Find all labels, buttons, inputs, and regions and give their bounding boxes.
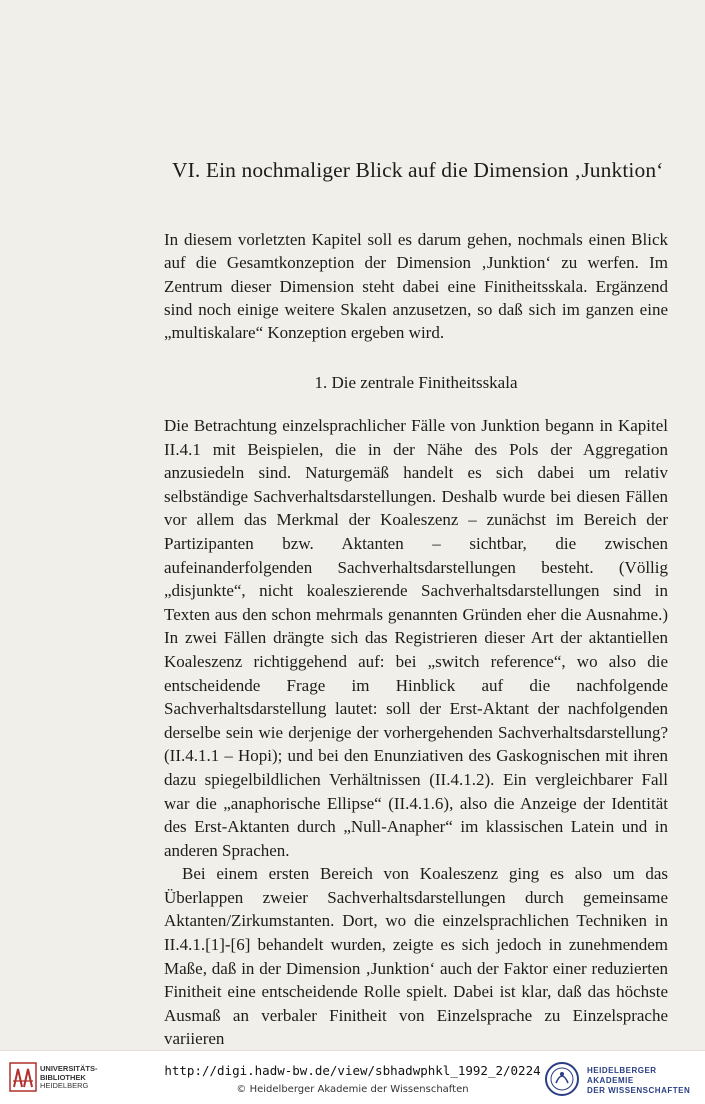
body-paragraph: Bei einem ersten Bereich von Koaleszenz ging es also um das Überlappen zweier Sachverhaltsdarstellungen durch gemeinsame Aktanten/Zirkumstanten. Dort, wo die einzelsprachlichen Techniken in II.4.1.[1]-[6] behandelt wurden, zeigte es sich jedoch in zunehmendem Maße, daß in der Dimension ‚Junktion‘ auch der Faktor einer reduzierten Finitheit eine entscheidende Rolle spielt. Dabei ist klar, daß das höchste Ausmaß an verbaler Finitheit von Einzelsprache zu Einzelsprache variieren — [164, 864, 668, 1049]
section-title: 1. Die zentrale Finitheitsskala — [314, 373, 518, 392]
library-line-2: BIBLIOTHEK — [40, 1072, 86, 1082]
copyright-notice: © Heidelberger Akademie der Wissenschaften — [236, 1084, 469, 1095]
body-text — [164, 414, 668, 1051]
intro-paragraph: In diesem vorletzten Kapitel soll es darum gehen, nochmals einen Blick auf die Gesamtkonzeption der Dimension ‚Junktion‘ zu werfen. Im Zentrum dieser Dimension steht dabei eine Finitheitsskala. Ergänzend sind noch einige weitere Skalen anzusetzen, so daß sich im ganzen eine „multiskalare“ Konzeption ergeben wird. — [164, 230, 668, 343]
academy-line-1: HEIDELBERGER AKADEMIE — [587, 1066, 657, 1085]
body-paragraph: Die Betrachtung einzelsprachlicher Fälle von Junktion begann in Kapitel II.4.1 mit Beispielen, die in der Nähe des Pols der Aggregation anzusiedeln sind. Naturgemäß handelt es sich dabei um relativ selbständige Sachverhaltsdarstellungen. Deshalb wurde bei diesen Fällen vor allem das Merkmal der Koaleszenz – zunächst im Bereich der Partizipanten bzw. Aktanten – sichtbar, die zwischen aufeinanderfolgenden Sachverhaltsdarstellungen besteht. (Völlig „disjunkte“, nicht koaleszierende Sachverhaltsdarstellungen sind in Texten aus den schon mehrmals genannten Gründen eher die Ausnahme.) In zwei Fällen drängte sich das Registrieren dieser Art der aktantiellen Koaleszenz richtiggehend auf: bei „switch reference“, wo also die entscheidende Frage im Hinblick auf die nachfolgende Sachverhaltsdarstellung lautet: soll der Erst-Aktant der nachfolgenden derselbe sein wie derjenige der vorhergehenden Sachverhaltsdarstellung? (II.4.1.1 – Hopi); und bei den Enunziativen des Gaskognischen mit ihren dazu spiegelbildlichen Verhältnissen (II.4.1.2). Ein vergleichbarer Fall war die „anaphorische Ellipse“ (II.4.1.6), also die Anzeige der Identität des Erst-Aktanten durch „Null-Anapher“ im klassischen Latein und in anderen Sprachen. — [164, 416, 668, 860]
viewer-footer — [0, 1050, 705, 1104]
academy-name — [587, 1066, 705, 1096]
library-line-3: HEIDELBERG — [40, 1081, 89, 1090]
academy-line-2: DER WISSENSCHAFTEN — [587, 1086, 691, 1095]
academy-seal-icon — [544, 1061, 580, 1097]
library-line-1: UNIVERSITÄTS- — [40, 1064, 98, 1073]
show-through-decoration — [160, 64, 670, 86]
chapter-title: VI. Ein nochmaliger Blick auf die Dimension ‚Junktion‘ — [172, 158, 664, 182]
permalink-link[interactable]: http://digi.hadw-bw.de/view/sbhadwphkl_1992_2/0224 — [164, 1063, 541, 1078]
